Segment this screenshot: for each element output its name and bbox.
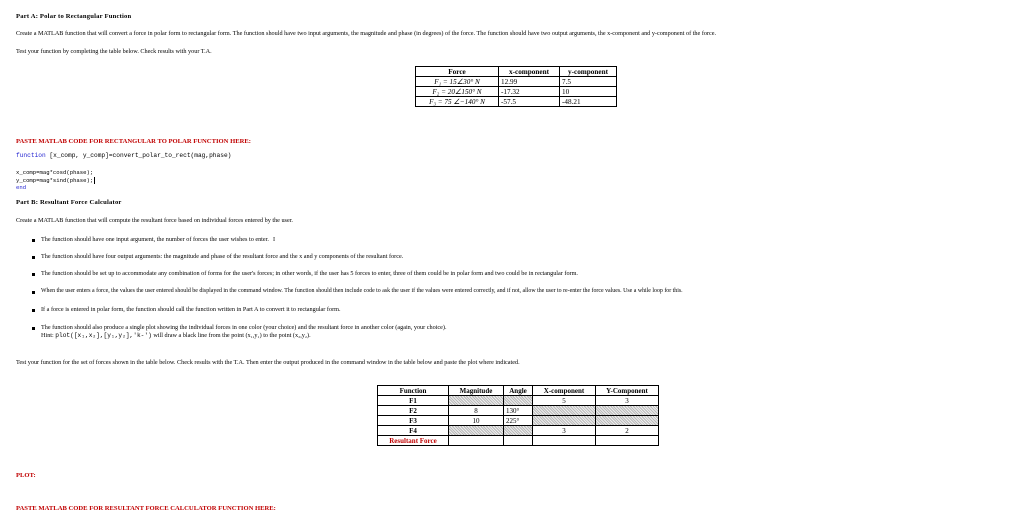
bullet-icon	[32, 239, 35, 242]
magnitude-cell: 8	[449, 406, 504, 416]
x-cell	[533, 406, 596, 416]
header-force: Force	[416, 67, 499, 77]
force-cell: F₁ = 15∠30° N	[416, 77, 499, 87]
x-cell: 3	[533, 426, 596, 436]
x-cell: 5	[533, 396, 596, 406]
bullet-item: The function should have one input argument, the number of forces the user wishes to enter.	[41, 236, 269, 243]
bullet-icon	[32, 273, 35, 276]
plot-label: PLOT:	[16, 472, 36, 479]
y-cell: 2	[596, 426, 659, 436]
part-b-title: Part B: Resultant Force Calculator	[16, 199, 122, 206]
y-cell[interactable]: 10	[560, 87, 617, 97]
bullet-item: If a force is entered in polar form, the function should call the function written in Part A to convert it to rectangular form.	[41, 306, 341, 313]
header-angle: Angle	[504, 386, 533, 396]
table-row	[378, 406, 659, 416]
part-b-test-instruction: Test your function for the set of forces shown in the table below. Check results with the T.A. Then enter the output produced in the command window in the table below and paste the plot where indicated.	[16, 359, 520, 366]
table-row	[416, 77, 617, 87]
hint-suffix: will draw a black line from the point (x₁,y₁) to the point (x₂,y₂).	[151, 332, 311, 339]
force-cell: F₃ = 75 ∠−140° N	[416, 97, 499, 107]
part-b-intro: Create a MATLAB function that will compute the resultant force based on individual forces entered by the user.	[16, 217, 293, 224]
header-x-component: x-component	[499, 67, 560, 77]
part-a-test-instruction: Test your function by completing the table below. Check results with your T.A.	[16, 48, 212, 55]
header-function: Function	[378, 386, 449, 396]
function-cell: F3	[378, 416, 449, 426]
table-row	[378, 416, 659, 426]
y-cell[interactable]	[596, 436, 659, 446]
polar-rect-table	[415, 66, 617, 107]
magnitude-cell	[449, 396, 504, 406]
bullet-item: The function should have four output arguments: the magnitude and phase of the resultant force and the x and y components of the resultant force.	[41, 253, 404, 260]
x-cell[interactable]: -57.5	[499, 97, 560, 107]
code-keyword-function: function	[16, 152, 46, 159]
code-line-y-text: y_comp=mag*sind(phase);	[16, 177, 94, 184]
header-y-component: y-component	[560, 67, 617, 77]
header-y-component: Y-Component	[596, 386, 659, 396]
code-keyword-end: end	[16, 184, 27, 191]
bullet-icon	[32, 256, 35, 259]
text-cursor-mark: I	[273, 236, 276, 243]
angle-cell	[504, 426, 533, 436]
header-x-component: X-component	[533, 386, 596, 396]
angle-cell: 130°	[504, 406, 533, 416]
bullet-icon	[32, 327, 35, 330]
resultant-force-label: Resultant Force	[378, 436, 449, 446]
paste-rect-code-heading: PASTE MATLAB CODE FOR RECTANGULAR TO POLAR FUNCTION HERE:	[16, 138, 251, 145]
x-cell[interactable]: -17.32	[499, 87, 560, 97]
hint-line	[41, 332, 311, 339]
x-cell[interactable]	[533, 436, 596, 446]
y-cell[interactable]: 7.5	[560, 77, 617, 87]
x-cell[interactable]: 12.99	[499, 77, 560, 87]
force-cell: F₂ = 20∠150° N	[416, 87, 499, 97]
header-magnitude: Magnitude	[449, 386, 504, 396]
y-cell	[596, 416, 659, 426]
part-a-intro: Create a MATLAB function that will convert a force in polar form to rectangular form. The function should have two input arguments, the magnitude and phase (in degrees) of the force. The function should have two output arguments, the x-component and y-component of the force.	[16, 30, 717, 37]
angle-cell[interactable]	[504, 436, 533, 446]
hint-code: plot([x₁,x₂],[y₁,y₂],'k-')	[55, 332, 152, 339]
table-row	[378, 436, 659, 446]
y-cell[interactable]: -48.21	[560, 97, 617, 107]
table-row	[416, 97, 617, 107]
magnitude-cell	[449, 426, 504, 436]
part-a-title: Part A: Polar to Rectangular Function	[16, 13, 132, 20]
y-cell	[596, 406, 659, 416]
code-line-y[interactable]	[16, 177, 95, 184]
angle-cell	[504, 396, 533, 406]
code-line-x[interactable]: x_comp=mag*cosd(phase);	[16, 169, 94, 176]
function-cell: F1	[378, 396, 449, 406]
bullet-icon	[32, 291, 35, 294]
function-cell: F2	[378, 406, 449, 416]
magnitude-cell[interactable]	[449, 436, 504, 446]
code-function-signature[interactable]	[16, 152, 231, 159]
bullet-item: When the user enters a force, the values the user entered should be displayed in the command window. The function should then include code to ask the user if the values were entered correctly, and if not, allow the user to re-enter the force values. Use a while loop for this.	[41, 288, 683, 294]
y-cell: 3	[596, 396, 659, 406]
table-row	[378, 396, 659, 406]
bullet-icon	[32, 309, 35, 312]
x-cell	[533, 416, 596, 426]
hint-prefix: Hint:	[41, 332, 56, 339]
bullet-item: The function should be set up to accommodate any combination of forms for the user's forces; in other words, if the user has 5 forces to enter, three of them could be in polar form and two could be in rectangular form.	[41, 270, 578, 277]
code-signature: [x_comp, y_comp]=convert_polar_to_rect(mag,phase)	[45, 152, 232, 159]
magnitude-cell: 10	[449, 416, 504, 426]
resultant-force-table	[377, 385, 659, 446]
text-cursor	[94, 177, 95, 184]
paste-resultant-code-heading: PASTE MATLAB CODE FOR RESULTANT FORCE CALCULATOR FUNCTION HERE:	[16, 505, 276, 512]
bullet-item: The function should also produce a single plot showing the individual forces in one color (your choice) and the resultant force in another color (again, your choice).	[41, 324, 447, 331]
angle-cell: 225°	[504, 416, 533, 426]
table-row	[416, 87, 617, 97]
table-row	[378, 426, 659, 436]
function-cell: F4	[378, 426, 449, 436]
